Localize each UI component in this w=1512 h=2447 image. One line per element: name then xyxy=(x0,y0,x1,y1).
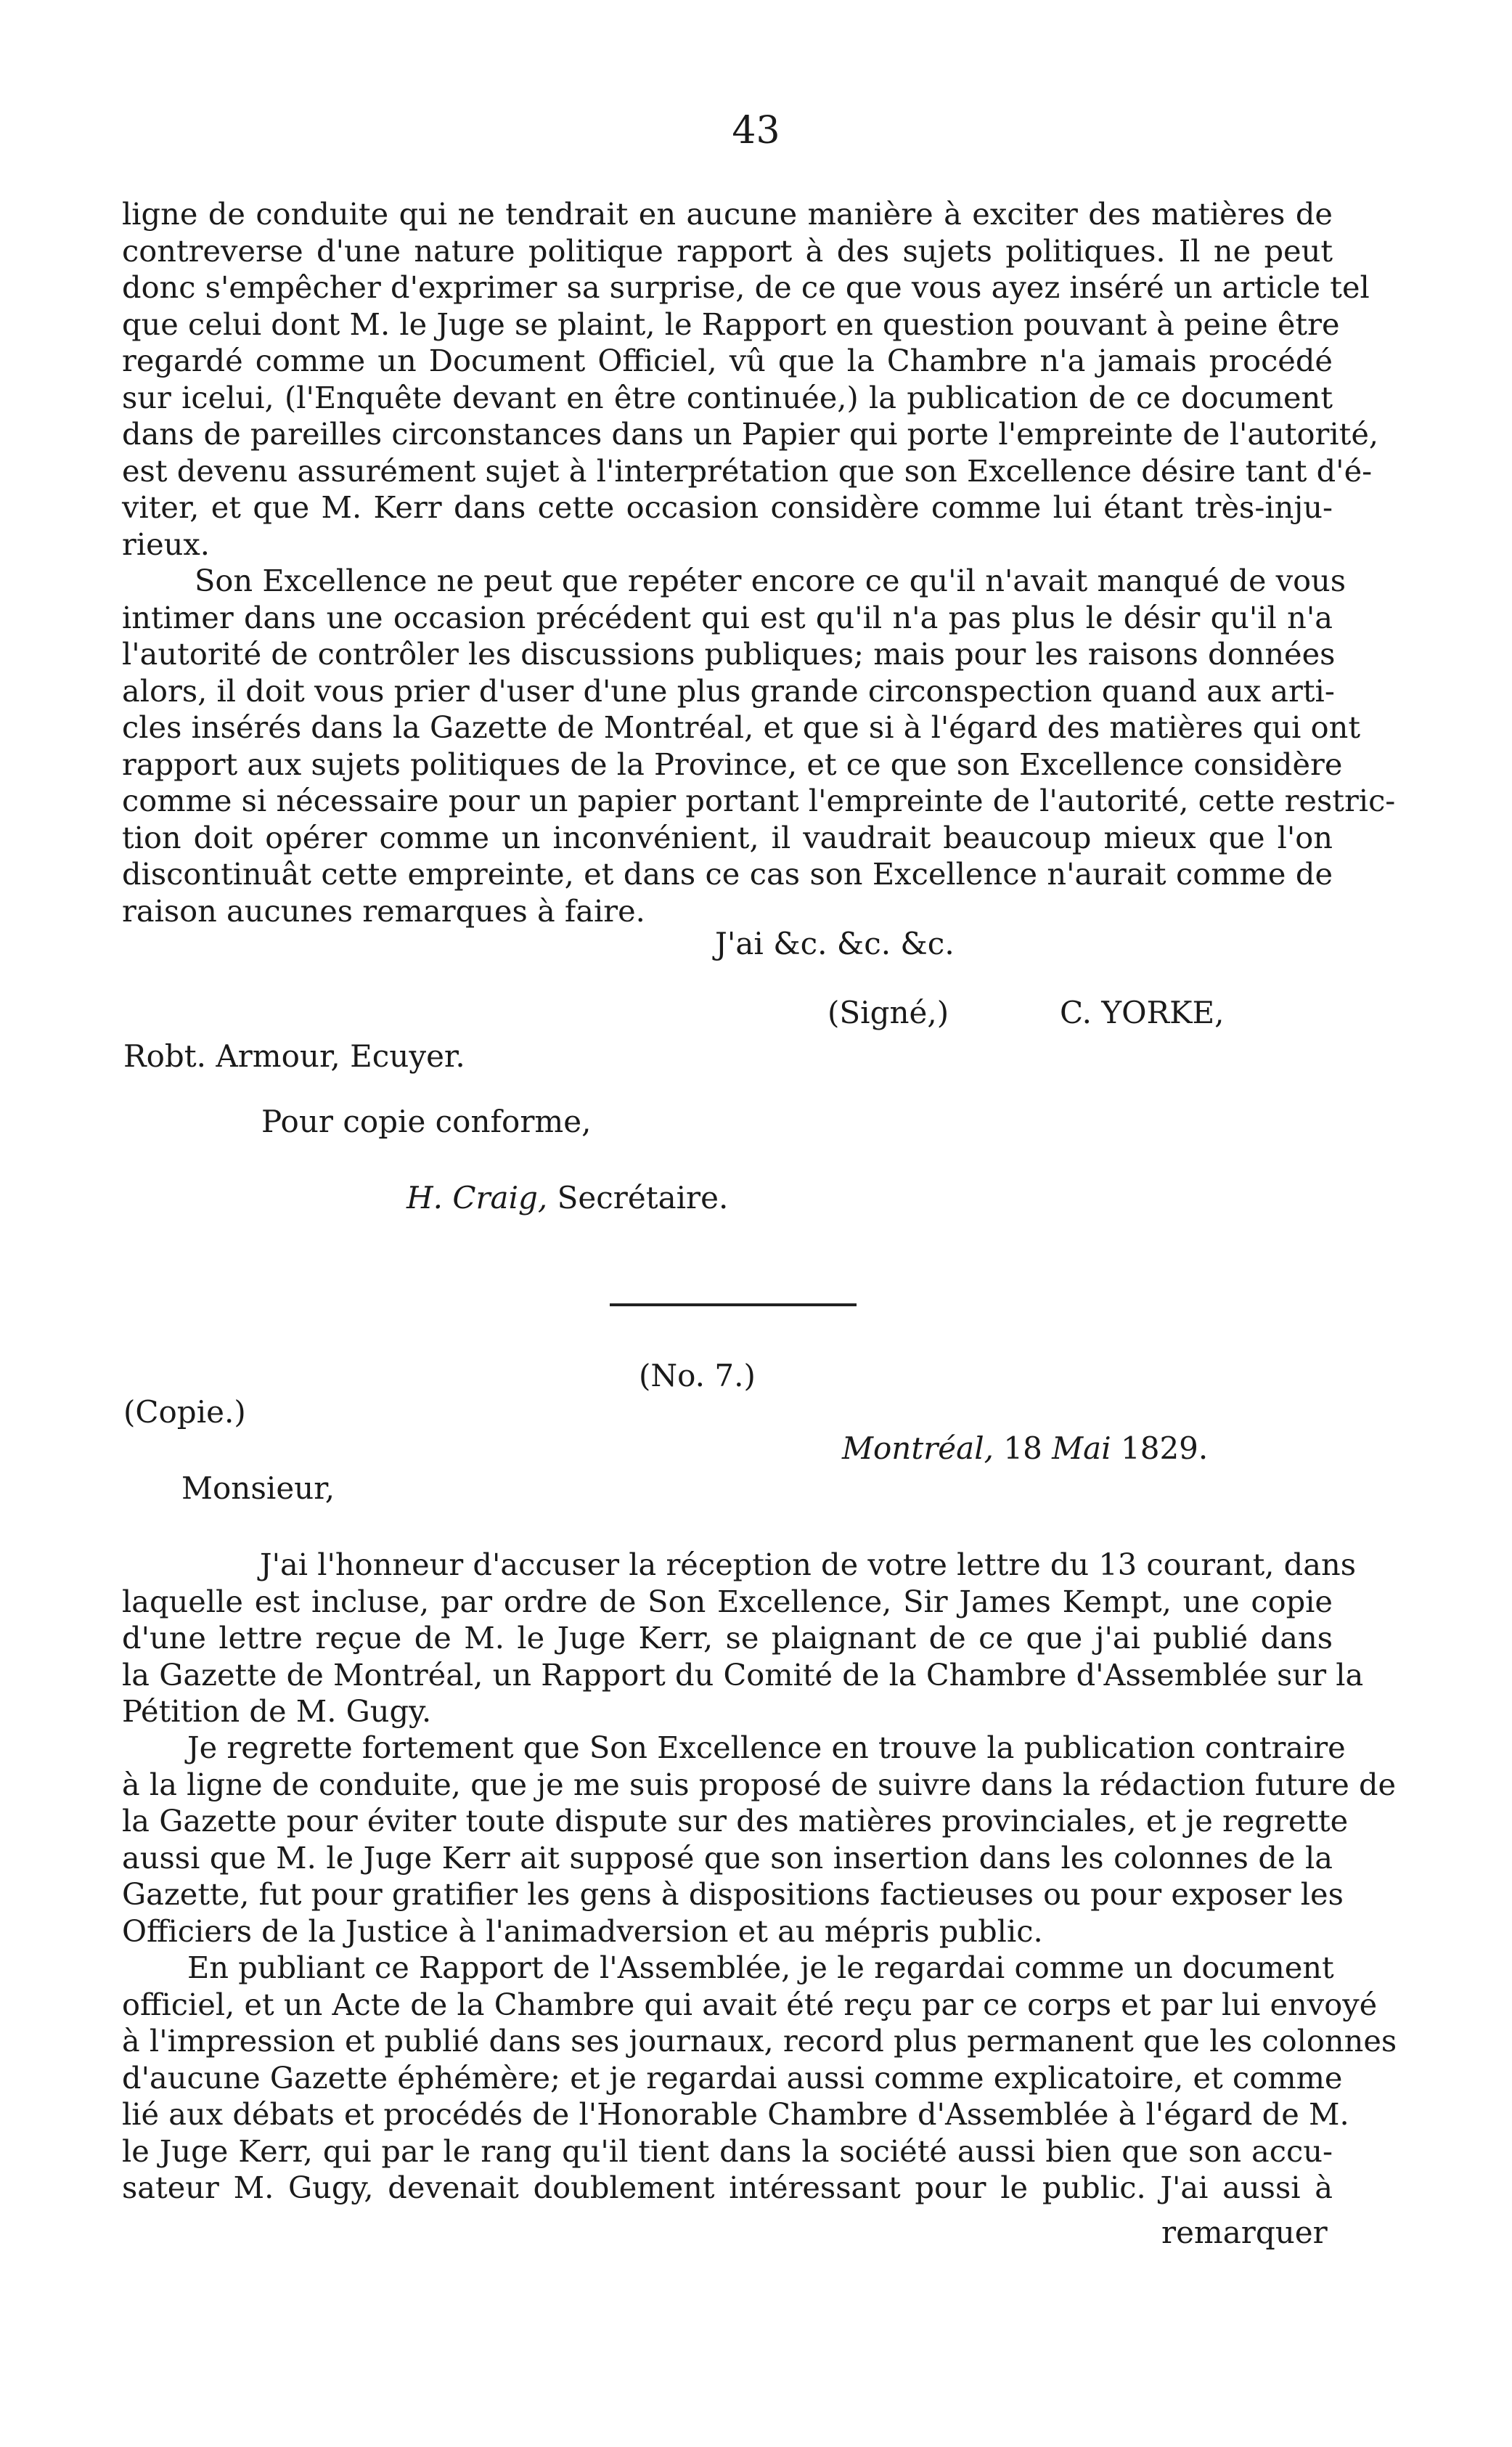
text-line: à la ligne de conduite, que je me suis proposé de suivre dans la rédaction future de xyxy=(122,1766,1397,1802)
text-line: lié aux débats et procédés de l'Honorable Chambre d'Assemblée à l'égard de M. xyxy=(122,2096,1349,2132)
text-line: Gazette, fut pour gratifier les gens à dispositions factieuses ou pour exposer les xyxy=(122,1876,1344,1912)
text-line: aussi que M. le Juge Kerr ait supposé que son insertion dans les colonnes de la xyxy=(122,1839,1333,1876)
text-line: Son Excellence ne peut que repéter encore ce qu'il n'avait manqué de vous xyxy=(195,563,1347,598)
text-line: J'ai l'honneur d'accuser la réception de votre lettre du 13 courant, dans xyxy=(260,1547,1356,1582)
text-line: sur icelui, (l'Enquête devant en être continuée,) la publication de ce document xyxy=(122,379,1333,415)
text-line: En publiant ce Rapport de l'Assemblée, je le regardai comme un document xyxy=(187,1950,1334,1985)
text-line: la Gazette de Montréal, un Rapport du Comité de la Chambre d'Assemblée sur la xyxy=(122,1656,1364,1693)
text-line: donc s'empêcher d'exprimer sa surprise, de ce que vous ayez inséré un article tel xyxy=(122,269,1370,305)
text-line: raison aucunes remarques à faire. xyxy=(122,892,645,929)
letter2-paragraph-3 xyxy=(122,1950,1397,2207)
text-line: intimer dans une occasion précédent qui est qu'il n'a pas plus le désir qu'il n'a xyxy=(122,599,1333,635)
secretary-name: H. Craig, xyxy=(406,1180,548,1216)
copy-label: (Copie.) xyxy=(123,1394,246,1430)
letter1-paragraph-2 xyxy=(122,563,1396,929)
date-day: 18 xyxy=(1003,1430,1042,1466)
section-divider xyxy=(610,1303,857,1306)
text-line: viter, et que M. Kerr dans cette occasion considère comme lui étant très-inju- xyxy=(122,489,1333,525)
text-line: cles insérés dans la Gazette de Montréal, et que si à l'égard des matières qui ont xyxy=(122,709,1361,745)
text-line: alors, il doit vous prier d'user d'une plus grande circonspection quand aux arti- xyxy=(122,672,1335,709)
text-line: Je regrette fortement que Son Excellence en trouve la publication contraire xyxy=(187,1730,1346,1765)
salutation: Monsieur, xyxy=(181,1470,335,1506)
text-line: dans de pareilles circonstances dans un Papier qui porte l'empreinte de l'autorité, xyxy=(122,416,1379,452)
signatory-name: C. YORKE, xyxy=(1060,995,1225,1030)
secretary-signature xyxy=(406,1180,728,1216)
text-line: contreverse d'une nature politique rapport à des sujets politiques. Il ne peut xyxy=(122,232,1333,269)
letter1-paragraph-1 xyxy=(122,196,1379,563)
addressee: Robt. Armour, Ecuyer. xyxy=(123,1038,465,1074)
text-line: que celui dont M. le Juge se plaint, le Rapport en question pouvant à peine être xyxy=(122,306,1340,342)
text-line: Pétition de M. Gugy. xyxy=(122,1693,432,1729)
letter2-paragraph-1 xyxy=(122,1547,1364,1730)
text-line: l'autorité de contrôler les discussions publiques; mais pour les raisons données xyxy=(122,636,1336,672)
text-line: à l'impression et publié dans ses journaux, record plus permanent que les colonnes xyxy=(122,2023,1397,2059)
date-year: 1829. xyxy=(1121,1430,1209,1466)
text-line: rapport aux sujets politiques de la Province, et ce que son Excellence considère xyxy=(122,746,1343,782)
letter-number: (No. 7.) xyxy=(639,1358,756,1393)
text-line: le Juge Kerr, qui par le rang qu'il tient dans la société aussi bien que son accu- xyxy=(122,2133,1333,2169)
signed-label: (Signé,) xyxy=(827,995,949,1030)
secretary-title: Secrétaire. xyxy=(557,1180,729,1216)
date-month: Mai xyxy=(1052,1430,1111,1466)
text-line: regardé comme un Document Officiel, vû que la Chambre n'a jamais procédé xyxy=(122,343,1333,378)
text-line: d'aucune Gazette éphémère; et je regardai aussi comme explicatoire, et comme xyxy=(122,2059,1343,2096)
closing-formula: J'ai &c. &c. &c. xyxy=(715,926,955,961)
text-line: d'une lettre reçue de M. le Juge Kerr, se plaignant de ce que j'ai publié dans xyxy=(122,1620,1333,1656)
letter-date xyxy=(842,1430,1208,1466)
certified-copy-label: Pour copie conforme, xyxy=(261,1104,592,1139)
text-line: Officiers de la Justice à l'animadversion et au mépris public. xyxy=(122,1913,1043,1949)
date-place: Montréal, xyxy=(842,1430,994,1466)
text-line: laquelle est incluse, par ordre de Son Excellence, Sir James Kempt, une copie xyxy=(122,1583,1333,1619)
text-line: comme si nécessaire pour un papier portant l'empreinte de l'autorité, cette restric- xyxy=(122,783,1396,818)
text-line: officiel, et un Acte de la Chambre qui avait été reçu par ce corps et par lui envoyé xyxy=(122,1986,1378,2022)
letter2-paragraph-2 xyxy=(122,1730,1397,1950)
text-line: ligne de conduite qui ne tendrait en aucune manière à exciter des matières de xyxy=(122,196,1333,232)
text-line: est devenu assurément sujet à l'interprétation que son Excellence désire tant d'é- xyxy=(122,452,1373,489)
text-line: sateur M. Gugy, devenait doublement intéressant pour le public. J'ai aussi à xyxy=(122,2170,1333,2205)
catchword: remarquer xyxy=(1161,2215,1328,2250)
text-line: tion doit opérer comme un inconvénient, il vaudrait beaucoup mieux que l'on xyxy=(122,819,1333,855)
page-number: 43 xyxy=(732,109,780,152)
text-line: discontinuât cette empreinte, et dans ce cas son Excellence n'aurait comme de xyxy=(122,856,1333,892)
text-line: rieux. xyxy=(122,526,210,562)
text-line: la Gazette pour éviter toute dispute sur des matières provinciales, et je regrette xyxy=(122,1803,1349,1839)
